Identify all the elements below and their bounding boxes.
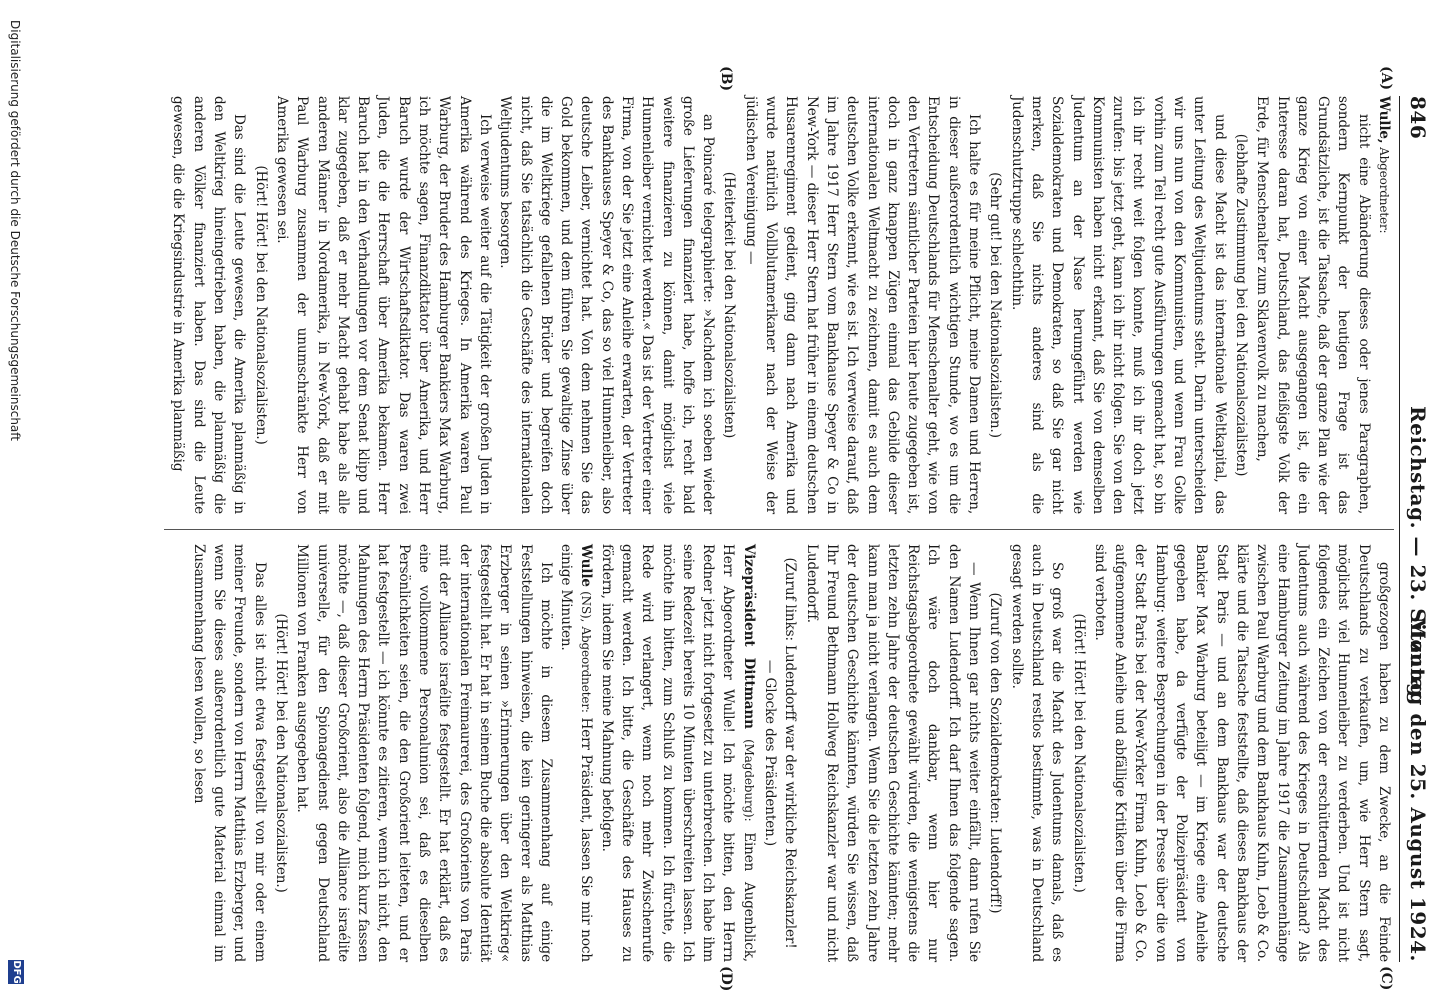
paragraph-text: Ich verweise weiter auf die Tätigkeit der großen Juden in Amerika während des Krieges. In Amerika waren Paul Warburg, der Bruder des Hamburger Bankiers Max Warburg, ich möchte sagen, Finanzdiktator über Amerika, und Herr Baruch wurde der Wirtschaftsdiktator. Das waren zwei Juden, die die Herrschaft über Amerika bekamen. Herr Baruch hat in den Verhandlungen vor dem Senat klipp und klar zugegeben, daß er mehr Macht gehabt habe als alle anderen Männer in Nordamerika, in New-York, daß er mit Paul Warburg zusammen der unumschränkte Herr von Amerika gewesen sei. [273,96,493,514]
paragraph-text: großgezogen haben zu dem Zwecke, an die Feinde Deutschlands zu verkaufen, um, wie Herr Stern sagt, möglichst viel Hunnenleiber zu verderben. Und ist nicht folgendes ein Zeichen von der erschütternden Macht des Judentums auch während des Krieges in Deutschland? Als eine Hamburger Zeitung im Jahre 1917 die Zusammenhänge zwischen Paul Warburg und dem Bankhaus Kuhn, Loeb & Co. klärte und die Tatsache feststellte, daß dieses Bankhaus der Stadt Paris — und an dem Bankhaus war der deutsche Bankier Max Warburg beteiligt — im Kriege eine Anleihe gegeben habe, da verfügte der Polizeipräsident von Hamburg: weitere Besprechungen in der Presse über die von der Stadt Paris bei der New-Yorker Firma Kuhn, Loeb & Co. aufgenommene Anleihe und abfällige Kritiken über die Firma sind verboten. [1091,544,1392,962]
page-footer [2,0,26,1000]
paragraph-text: — Wenn Ihnen gar nichts weiter einfällt, dann rufen Sie den Namen Ludendorff. Ich darf Ihnen das folgende sagen. Ich wäre doch dankbar, wenn hier nur Reichstagsabgeordnete gewählt würden, die wenigstens die letzten zehn Jahre der deutschen Geschichte kännten; mehr kann man ja nicht verlangen. Wenn Sie die letzten zehn Jahre der deutschen Geschichte kännten, würden Sie wissen, daß Ihr Freund Bethmann Hollweg Reichskanzler war und nicht Ludendorff. [803,544,983,962]
paragraph-text: Einen Augenblick, Herr Abgeordneter Wulle! Ich möchte bitten, den Herrn Redner jetzt nicht fortgesetzt zu unterbrechen. Ich habe ihm seine Redezeit bereits 10 Minuten überschreiten lassen. Ich möchte ihn bitten, zum Schluß zu kommen. Ich fürchte, die Rede wird verlangert, wenn noch mehr Zwischenrufe gemacht werden. Ich bitte, die Geschäfte des Hauses zu fördern, indem Sie meine Mahnung befolgen. [598,544,757,962]
speaker-role: Abgeordneter: [1377,143,1391,234]
interjection: (Zuruf von den Sozialdemokraten: Ludendorff!) [987,592,1004,914]
paragraph-text: an Poincaré telegraphierte: »Nachdem ich soeben wieder große Lieferungen finanziert habe, hoffe ich, recht bald weitere finanzieren zu können, damit möglichst viele Hunnenleiber vernichtet werden.« Das ist der Vertreter einer Firma, von der Sie jetzt eine Anleihe erwarten, der Vertreter des Bankhauses Speyer & Co, das so viel Hunnenleiber, also deutsche Leiber, vernichtet hat. Von dem nehmen Sie das Gold bekommen, und dem führen Sie gewaltige Zinse über die im Weltkriege gefallenen Brüder und begreifen doch nicht, daß Sie tatsächlich die Geschäfte des internationalen Weltjudentums besorgen. [497,96,717,514]
paragraph [741,96,985,514]
paragraph-text: Herr Präsident, lassen Sie mir noch einige Minuten. [558,544,595,962]
paragraph [1252,96,1374,514]
paragraph [272,96,495,514]
margin-marker-d: (D) [718,966,734,992]
paragraph [801,544,984,962]
speaker-name: Vizepräsident Dittmann [740,544,757,729]
header-rule [1399,96,1400,962]
speaker-paragraph [596,544,758,962]
paragraph-text: Das sind die Leute gewesen, die Amerika planmäßig in den Weltkrieg hineingetrieben haben, die planmäßig die anderen Völker finanziert haben. Das sind die Leute gewesen, die die Kriegsindustrie in Amerika planmäßig [170,96,248,514]
speaker-paragraph [556,544,597,962]
right-column [188,544,1394,962]
left-column [168,96,1394,514]
digitization-credit: Digitalisierung gefördert durch die Deutsche Forschungsgemeinschaft [8,20,22,442]
interjection: (Hört! Hört! bei den Nationalsozialisten.) [252,165,269,445]
page-number: 846 [1406,96,1430,140]
margin-marker-c: (C) [1378,966,1394,991]
dfg-logo: DFG [8,960,24,984]
margin-marker-a: (A) [1378,66,1394,91]
interjection: (lebhafte Zustimmung bei den Nationalsozialisten) [1232,133,1249,477]
paragraph-text: So groß war die Macht des Judentums damals, daß es auch in Deutschland restlos bestimmte, was in Deutschland gesagt werden sollte. [1008,544,1066,962]
paragraph-text: Ich halte es für meine Pflicht, meine Damen und Herren, in dieser außerordentlich wichtigen Stunde, wo es um die Entscheidung Deutschlands für Menschenalter geht, wie von den Vertretern sämtlicher Parteien hier heute zugegeben ist, doch in ganz knappen Zügen einmal das Gebilde dieser internationalen Weltmacht zu zeichnen, damit es auch dem deutschen Volke erkennt, wie es ist. Ich verweise darauf, daß im Jahre 1917 Herr Stern vom Bankhause Speyer & Co in New-York — dieser Herr Stern hat früher in einem deutschen Husarenregiment gedient, ging dann nach Amerika und wurde natürlich Vollblutamerikaner nach der Weise der jüdischen Vereinigung — [742,96,983,514]
speaker-role: (NS), Abgeordneter: [579,586,594,713]
interjection: (Hört! Hört! bei den Nationalsozialisten.) [1070,613,1087,893]
paragraph [292,544,556,962]
speaker-name: Wulle [578,544,595,587]
interjection: (Hört! Hört! bei den Nationalsozialisten.) [272,613,289,893]
paragraph-text: und diese Macht ist das internationale Weltkapital, das unter Leitung des Weltjudentums steht. Darin unterscheiden wir uns nun von den Kommunisten, und wenn Frau Golke vorhin zum Teil recht gute Ausführungen gemacht hat, so bin ich ihr recht weit folgen konnte, muß ich ihr doch jetzt zurufen: bis jetzt geht, kann ich ihr nicht folgen. Sie von den Kommunisten haben nicht erkannt, daß Sie von demselben Judentum an der Nase herumgeführt werden wie Sozialdemokraten und Demokraten, so daß Sie gar nicht merken, daß Sie nichts anderes sind als die Judenschutztruppe schlechthin. [1008,96,1228,514]
paragraph [188,544,269,962]
margin-marker-b: (B) [718,66,734,92]
interjection: (Zuruf links: Ludendorff war der wirkliche Reichskanzler! — Glocke des Präsidenten.) [762,557,799,949]
page-header [1400,96,1430,962]
paragraph-text: nicht eine Abänderung dieses oder jenes Paragraphen, sondern Kernpunkt der heutigen Frage ist das Grundsätzliche, ist die Tatsache, daß der ganze Plan wie der ganze Krieg von einer Macht ausgegangen ist, die ein Interesse daran hat, Deutschland, das fleißigste Volk der Erde, für Menschenalter zum Sklavenvolk zu machen, [1254,96,1372,514]
paragraph [1006,96,1229,514]
interjection: (Sehr gut! bei den Nationalsozialisten.) [987,172,1004,438]
paragraph [1006,544,1067,962]
session-date: Montag den 25. August 1924. [1406,616,1430,962]
paragraph [495,96,718,514]
speaker-paragraph [1374,96,1394,514]
paragraph [1090,544,1394,962]
speaker-name: Wulle, [1376,96,1392,144]
paragraph-text: Das alles ist nicht etwa festgestellt von mir oder einem meiner Freunde, sondern von Herrn Matthias Erzberger, und wenn Sie dieses außerordentlich gute Material einmal im Zusammenhang lesen wollen, so lesen [190,544,268,962]
paragraph-text: Ich möchte in diesem Zusammenhang auf einige Feststellungen hinweisen, die kein geringerer als Matthias Erzberger in seinen »Erinnerungen über den Weltkrieg« festgestellt hat. Er hat in seinem Buche die absolute Identität der internationalen Freimaurerei, des Großorients von Paris mit der Alliance israélite festgestellt. Er hat erklärt, daß es eine vollkommene Personalunion sei, daß es dieselben Persönlichkeiten seien, die den Großorient leiteten, und er hat festgestellt — ich könnte es zitieren, wenn ich nicht, den Mahnungen des Herrn Präsidenten folgend, mich kurz fassen möchte —, daß dieser Großorient, also die Alliance israélite universelle, für den Spionagedienst gegen Deutschland Millionen von Franken ausgegeben hat. [294,544,554,962]
column-divider [164,529,1394,530]
session-title: Reichstag. — 23. Sitzung. [1406,406,1430,705]
speaker-role: (Magdeburg): [741,728,756,822]
interjection: (Heiterkeit bei den Nationalsozialisten) [721,171,738,439]
paragraph [168,96,249,514]
